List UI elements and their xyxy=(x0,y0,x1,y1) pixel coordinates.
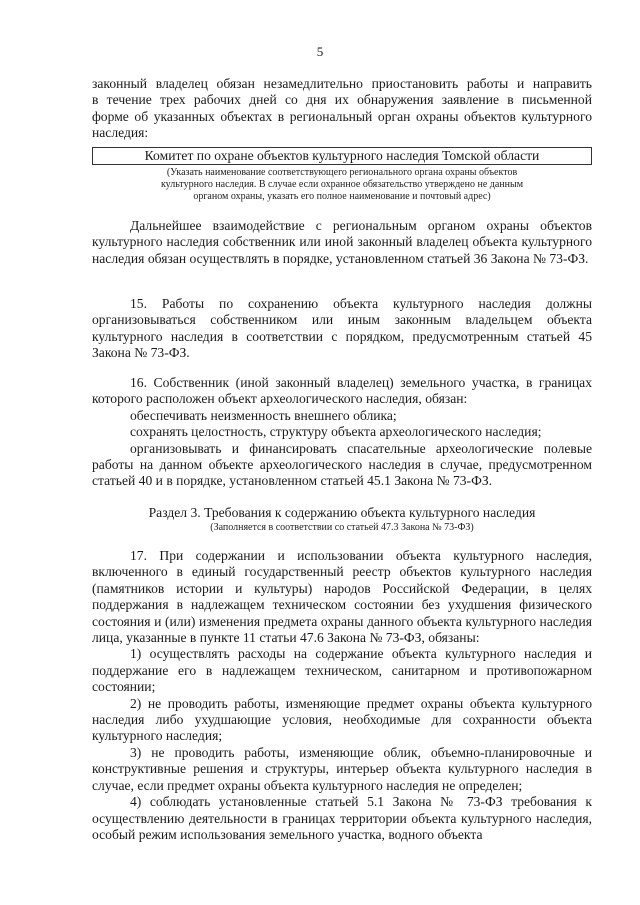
duty-item: обеспечивать неизменность внешнего облика; xyxy=(130,407,397,423)
intro-line: наследия: xyxy=(92,125,149,141)
intro-line: в течение трех рабочих дней со дня их обнаружения заявление в письменной xyxy=(92,92,592,108)
organ-hint-line: (Указать наименование соответствующего регионального органа охраны объектов xyxy=(166,167,518,178)
requirement-item: 1) осуществлять расходы на содержание объекта культурного наследия и поддержание его в надлежащем техническом, санитарном и противопожарном состоянии; xyxy=(92,646,592,695)
paragraph-text: 16. Собственник (иной законный владелец) земельного участка, в границах которого расположен объект археологического наследия, обязан: xyxy=(92,375,592,407)
section-title: Раздел 3. Требования к содержанию объекта культурного наследия xyxy=(148,505,536,520)
organ-hint-line: культурного наследия. В случае если охранное обязательство утверждено не данным xyxy=(160,179,524,191)
intro-paragraph xyxy=(92,76,592,142)
paragraph-text: Дальнейшее взаимодействие с региональным органом охраны объектов культурного наследия собственник или иной законный владелец объекта культурного наследия обязан осуществлять в порядке, установленном статьей 36 Закона № 73-ФЗ. xyxy=(92,218,592,266)
paragraph-17: 17. При содержании и использовании объекта культурного наследия, включенного в единый государственный реестр объектов культурного наследия (памятников истории и культуры) народов Российской Федерации, в целях поддержания в надлежащем техническом состоянии без ухудшения физического состояния и (или) изменения предмета охраны данного объекта культурного наследия лица, указанные в пункте 11 статьи 47.6 Закона № 73-ФЗ, обязаны: xyxy=(92,548,592,646)
duty-item: сохранять целостность, структуру объекта археологического наследия; xyxy=(130,424,542,440)
organ-hint xyxy=(92,167,592,204)
requirement-item: 4) соблюдать установленные статьей 5.1 Закона № 73-ФЗ требования к осуществлению деятельности в границах территории объекта культурного наследия, особый режим использования земельного участка, водного объекта xyxy=(92,794,592,842)
intro-line: форме об указанных объектах в региональный орган охраны объектов культурного xyxy=(92,108,592,124)
paragraph-text: 15. Работы по сохранению объекта культурного наследия должны организовываться собственником или иным законным владельцем объекта культурного наследия в соответствии с порядком, предусмотренным статьей 45 Закона № 73-ФЗ. xyxy=(92,296,592,361)
interaction-paragraph xyxy=(92,218,592,267)
requirement-item: 2) не проводить работы, изменяющие предмет охраны объекта культурного наследия либо ухудшающие условия, необходимые для сохранности объекта культурного наследия; xyxy=(92,695,592,744)
duty-item: организовывать и финансировать спасательные археологические полевые работы на данном объекте археологического наследия в случае, предусмотренном статьей 40 и в порядке, установленном статьей 45.1 Закона № 73-ФЗ. xyxy=(92,440,592,489)
intro-line: законный владелец обязан незамедлительно приостановить работы и направить xyxy=(92,76,592,91)
requirement-item: 3) не проводить работы, изменяющие облик, объемно-планировочные и конструктивные решения и структуры, интерьер объекта культурного наследия в случае, если предмет охраны объекта культурного наследия не определен; xyxy=(92,744,592,793)
section-body xyxy=(92,548,592,843)
organ-name-box: Комитет по охране объектов культурного наследия Томской области xyxy=(92,147,592,165)
organ-hint-line: органом охраны, указать его полное наименование и почтовый адрес) xyxy=(193,191,491,203)
paragraph-16 xyxy=(92,375,592,490)
paragraph-15 xyxy=(92,296,592,362)
section-hint: (Заполняется в соответствии со статьей 47.3 Закона № 73-ФЗ) xyxy=(210,522,474,533)
page-number: 5 xyxy=(316,44,324,59)
